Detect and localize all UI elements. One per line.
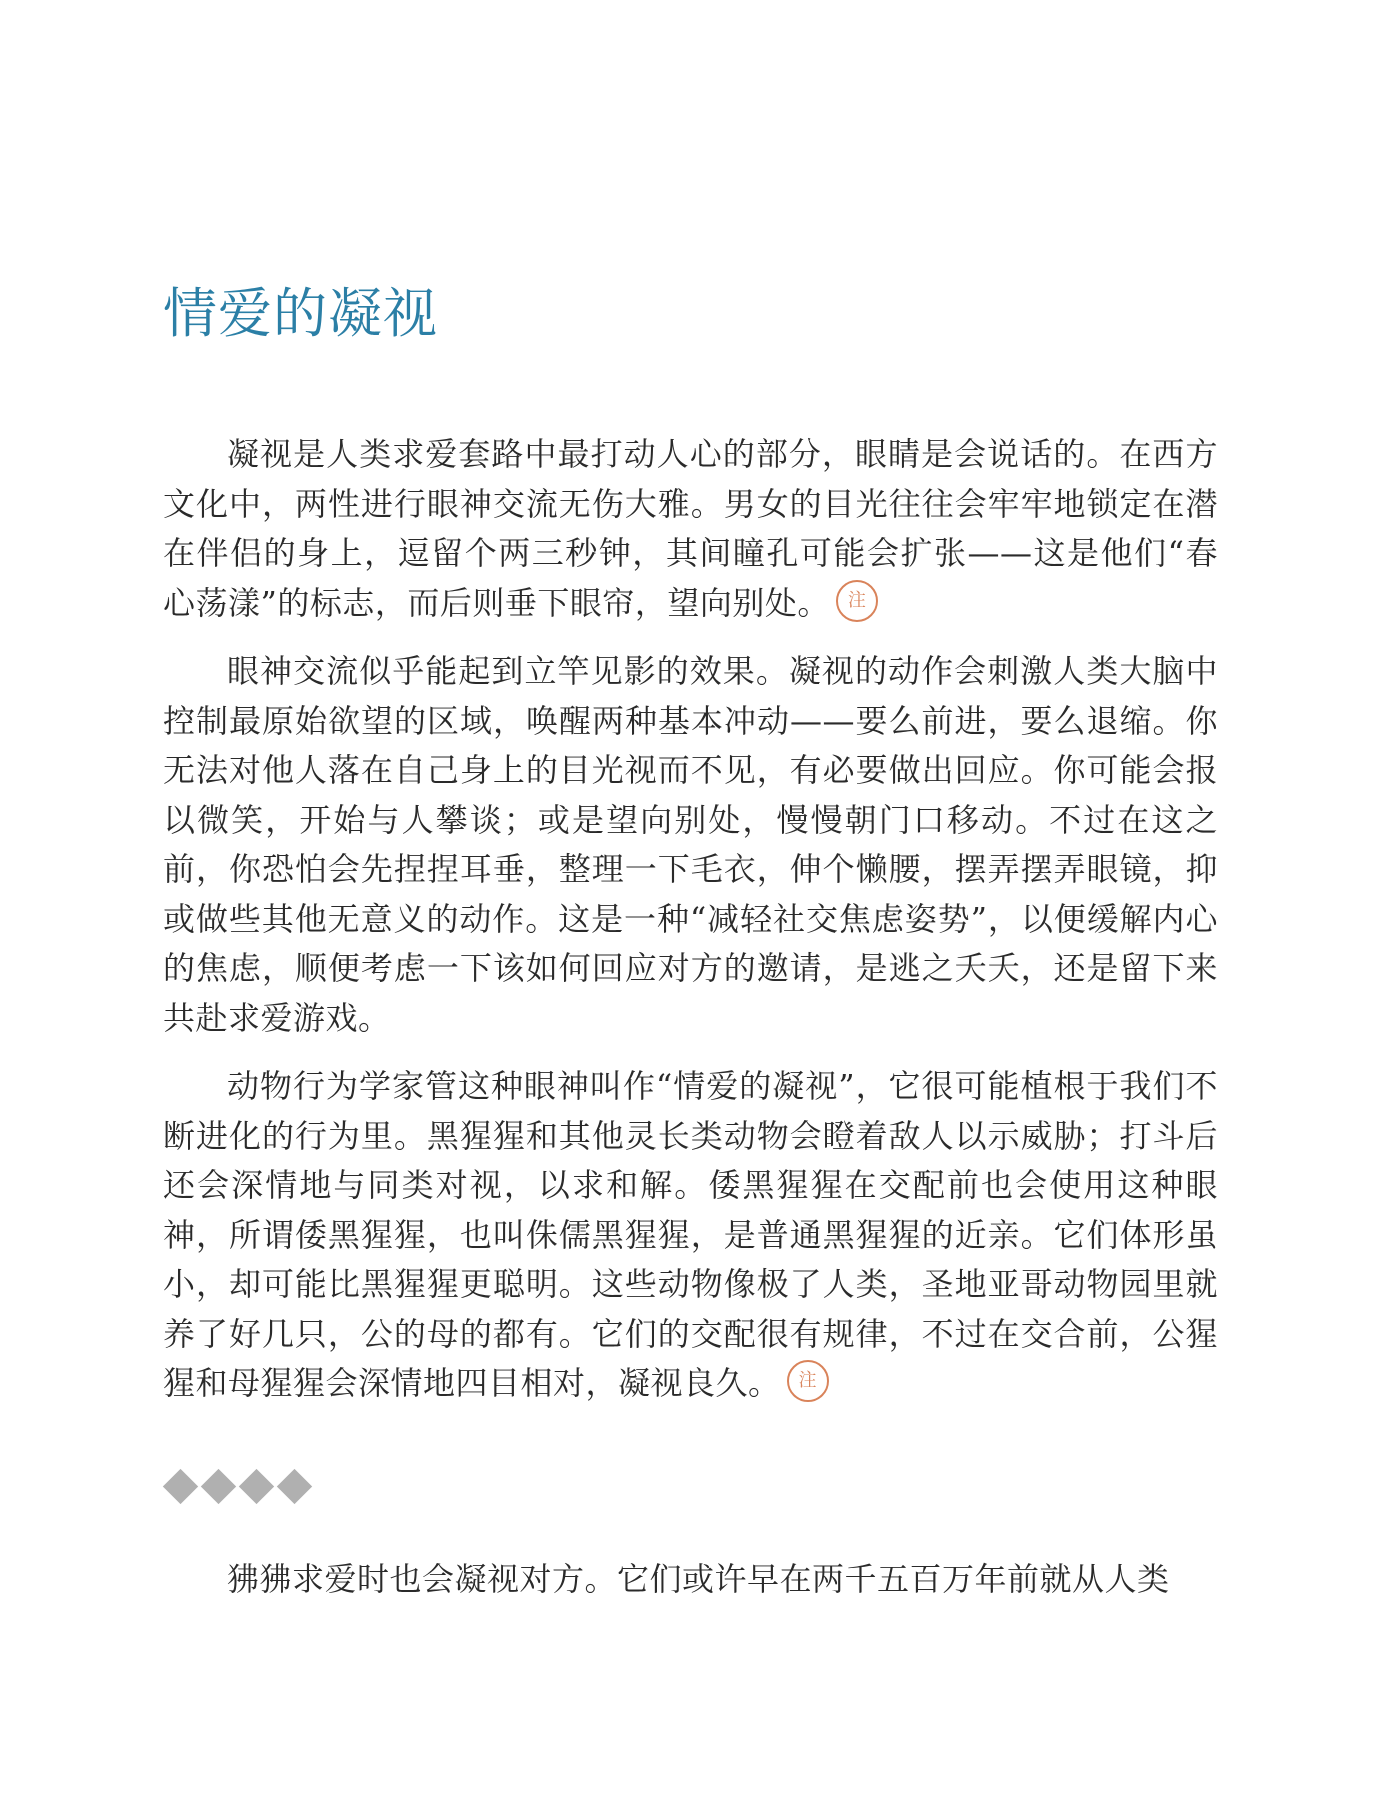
paragraph	[163, 647, 1218, 1043]
paragraph-text: 眼神交流似乎能起到立竿见影的效果。凝视的动作会刺激人类大脑中控制最原始欲望的区域，唤醒两种基本冲动——要么前进，要么退缩。你无法对他人落在自己身上的目光视而不见，有必要做出回应。你可能会报以微笑，开始与人攀谈；或是望向别处，慢慢朝门口移动。不过在这之前，你恐怕会先捏捏耳垂，整理一下毛衣，伸个懒腰，摆弄摆弄眼镜，抑或做些其他无意义的动作。这是一种“减轻社交焦虑姿势”，以便缓解内心的焦虑，顺便考虑一下该如何回应对方的邀请，是逃之夭夭，还是留下来共赴求爱游戏。	[163, 652, 1218, 1037]
paragraph-text: 动物行为学家管这种眼神叫作“情爱的凝视”，它很可能植根于我们不断进化的行为里。黑猩猩和其他灵长类动物会瞪着敌人以示威胁；打斗后还会深情地与同类对视，以求和解。倭黑猩猩在交配前也会使用这种眼神，所谓倭黑猩猩，也叫侏儒黑猩猩，是普通黑猩猩的近亲。它们体形虽小，却可能比黑猩猩更聪明。这些动物像极了人类，圣地亚哥动物园里就养了好几只，公的母的都有。它们的交配很有规律，不过在交合前，公猩猩和母猩猩会深情地四目相对，凝视良久。	[163, 1067, 1218, 1402]
chapter-title: 情爱的凝视	[163, 282, 438, 345]
paragraph	[163, 1062, 1218, 1409]
paragraph	[163, 430, 1218, 628]
footnote-marker[interactable]: 注	[836, 580, 878, 622]
diamond-ornament	[239, 1469, 274, 1504]
paragraph-text: 凝视是人类求爱套路中最打动人心的部分，眼睛是会说话的。在西方文化中，两性进行眼神交流无伤大雅。男女的目光往往会牢牢地锁定在潜在伴侣的身上，逗留个两三秒钟，其间瞳孔可能会扩张——这是他们“春心荡漾”的标志，而后则垂下眼帘，望向别处。	[163, 435, 1218, 622]
diamond-ornament	[163, 1469, 198, 1504]
paragraph-text: 狒狒求爱时也会凝视对方。它们或许早在两千五百万年前就从人类	[227, 1560, 1170, 1598]
diamond-ornament	[201, 1469, 236, 1504]
section-divider	[168, 1467, 307, 1507]
body-text	[163, 430, 1218, 1428]
paragraph	[163, 1555, 1218, 1605]
footnote-marker[interactable]: 注	[787, 1360, 829, 1402]
diamond-ornament	[277, 1469, 312, 1504]
